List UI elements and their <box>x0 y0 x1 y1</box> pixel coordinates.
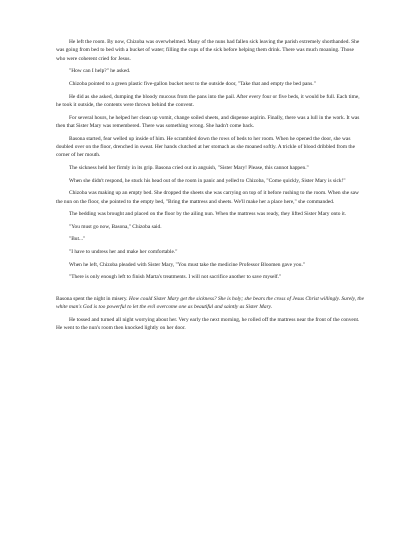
paragraph: Basona started, fear welled up inside of him. He scrambled down the rows of beds to her room. When he opened the door, she was doubled over on the floor, drenched in sweat. Her hands clutched at her stomach as she moaned softly. A trickle of blood dribbled from the corner of her mouth. <box>56 135 355 159</box>
paragraph: Chizoba was making up an empty bed. She dropped the sheets she was carrying on top of it before rushing to the room. When she saw the nun on the floor, she pointed to the empty bed, "Bring the mattress and sheets. We'll make her a place here," she commanded. <box>56 190 359 205</box>
paragraph: "But..." <box>69 236 86 243</box>
section-opening-paragraph <box>56 295 364 312</box>
paragraph: He left the room. By now, Chizoba was overwhelmed. Many of the nuns had fallen sick leaving the parish extremely shorthanded. She was going from bed to bed with a bucket of water; filling the cups of the sick before helping them drink. There was much moaning. Those who were coherent cried for Jesus. <box>56 39 360 62</box>
section-opening-text: Basona spent the night in misery. <box>56 295 129 302</box>
paragraph: "You must go now, Basona," Chizoba said. <box>69 223 162 230</box>
paragraph: The sickness held her firmly in its grip. Basona cried out in anguish, "Sister Mary! Please, this cannot happen." <box>69 165 309 171</box>
section-break <box>56 286 364 295</box>
paragraph: "I have to undress her and make her comfortable." <box>69 248 178 255</box>
section-italic-thought: How could Sister Mary get the sickness? She is holy; she bears the cross of Jesus Christ willingly. Surely, the white man's God is too powerful to let the evil overcome one as beautiful and saintly as Sister Mary. <box>56 295 364 311</box>
paragraph: "How can I help?" he asked. <box>69 68 131 75</box>
paragraph: "There is only enough left to finish Marta's treatments. I will not sacrifice another to save myself." <box>69 274 282 281</box>
paragraph: The bedding was brought and placed on the floor by the ailing nun. When the mattress was ready, they lifted Sister Mary onto it. <box>69 211 347 218</box>
paragraph: He tossed and turned all night worrying about her. Very early the next morning, he rolled off the mattress near the front of the convent. He went to the nun's room then knocked lightly on her door. <box>56 316 360 332</box>
paragraph: When she didn't respond, he stuck his head out of the room in panic and yelled to Chizoba, "Come quickly, Sister Mary is sick!" <box>69 177 346 184</box>
paragraph: He did as she asked, dumping the bloody mucous from the pans into the pail. After every four or five beds, it would be full. Each time, he took it outside, the contents were thrown behind the convent. <box>56 93 360 108</box>
paragraph: For several hours, he helped her clean up vomit, change soiled sheets, and dispense aspirin. Finally, there was a lull in the work. It was then that Sister Mary was remembered. There was something wrong. She hadn't come back. <box>56 114 360 129</box>
paragraph: When he left, Chizoba pleaded with Sister Mary, "You must take the medicine Professor Bloomen gave you." <box>69 261 305 268</box>
paragraph: Chizoba pointed to a green plastic five-gallon bucket next to the outside door, "Take that and empty the bed pans." <box>69 81 316 87</box>
